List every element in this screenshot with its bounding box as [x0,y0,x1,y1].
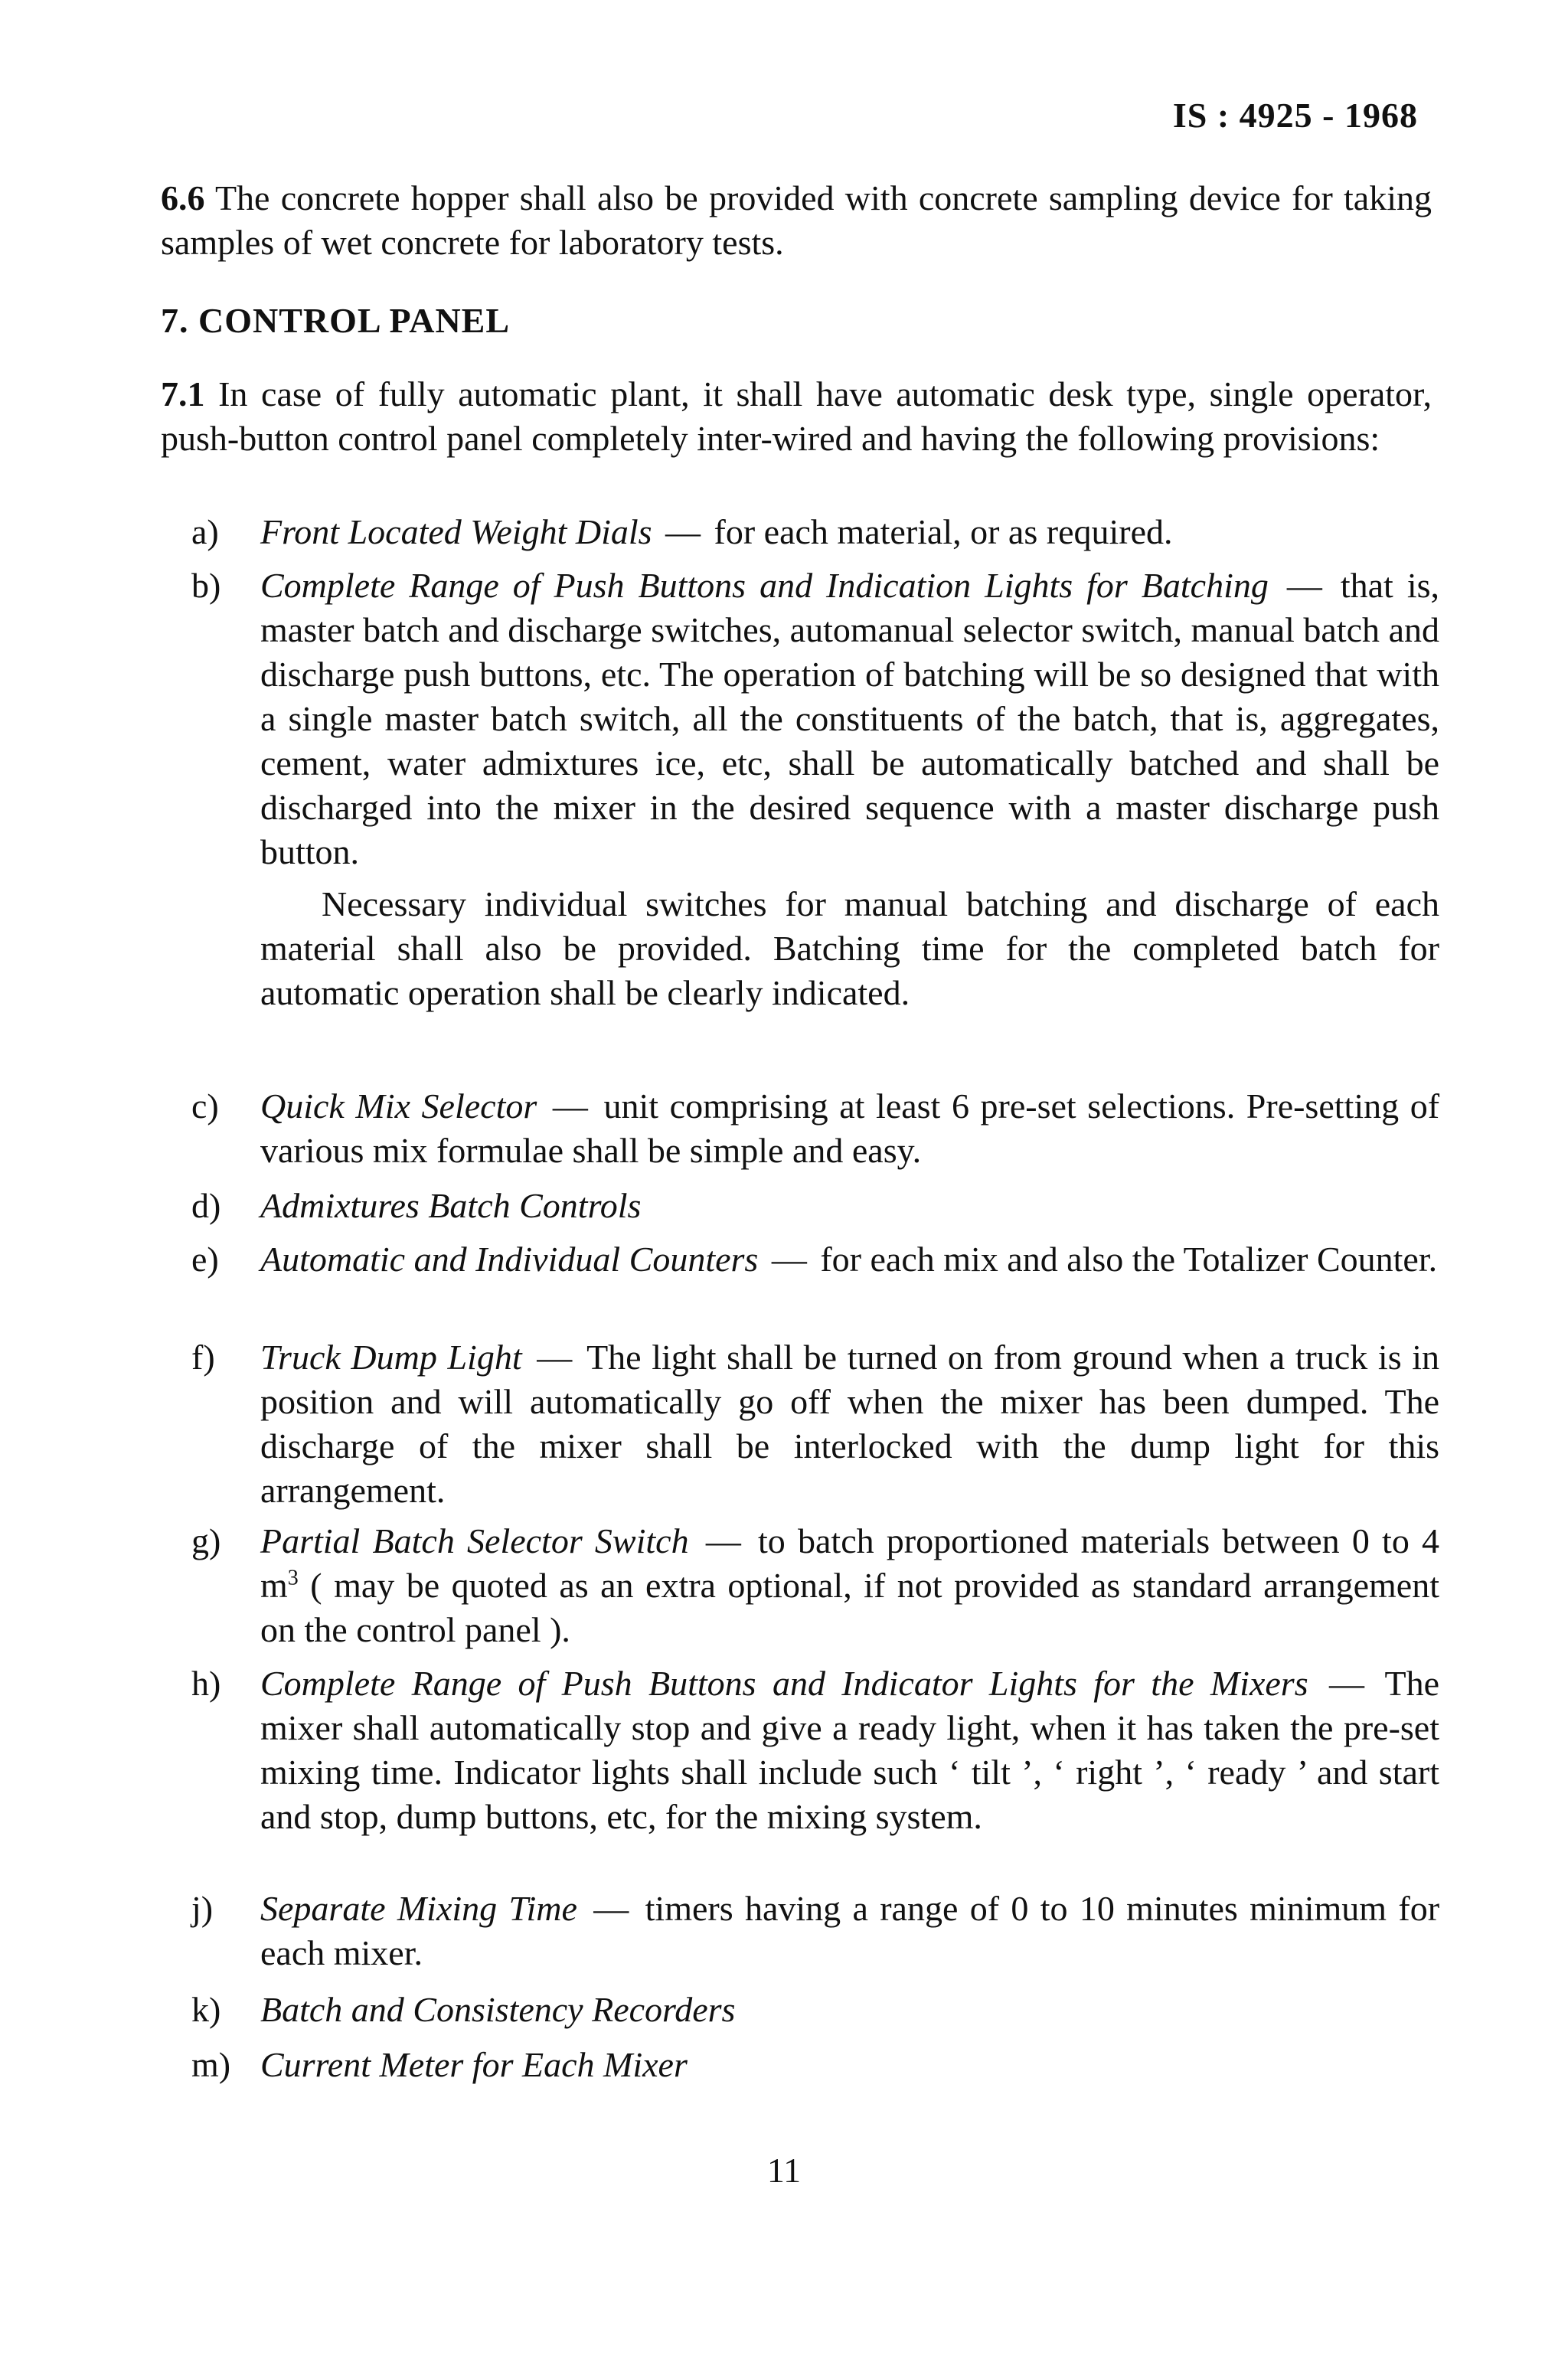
item-marker: b) [191,566,221,605]
clause-text: In case of fully automatic plant, it shall have automatic desk type, single operator, push-button control panel completely inter-wired and having the following provisions: [161,374,1432,458]
item-marker: a) [191,512,219,551]
item-text: timers having a range of 0 to 10 minutes minimum for each mixer. [260,1889,1440,1972]
item-heading: Partial Batch Selector Switch [260,1521,689,1560]
item-text: unit comprising at least 6 pre-set selections. Pre-setting of various mix formulae shall be simple and easy. [260,1086,1440,1170]
item-heading: Current Meter for Each Mixer [260,2045,688,2084]
clause-number: 6.6 [161,178,205,217]
item-marker: e) [191,1240,219,1279]
clause-number: 7.1 [161,374,205,413]
item-heading: Automatic and Individual Counters [260,1240,759,1279]
item-text: that is, master batch and discharge switches, automanual selector switch, manual batch and discharge push buttons, etc. The operation of batching will be so designed that with a single master batch switch, all the constituents of the batch, that is, aggregates, cement, water admixtures ice, etc, shall be automatically batched and shall be discharged into the mixer in the desired sequence with a master discharge push button. [260,566,1440,871]
list-item-j [191,1887,1439,1975]
item-paragraph: Necessary individual switches for manual batching and discharge of each material shall also be provided. Batching time for the completed batch for automatic operation shall be clearly indicated. [260,884,1439,1012]
item-text: for each mix and also the Totalizer Counter. [820,1240,1438,1279]
section-heading: 7. CONTROL PANEL [161,301,511,340]
clause-7-1 [161,372,1432,461]
dash-separator: — [665,512,701,551]
list-item-h [191,1661,1439,1839]
item-heading: Batch and Consistency Recorders [260,1990,736,2029]
clause-text: The concrete hopper shall also be provided with concrete sampling device for taking samples of wet concrete for laboratory tests. [161,178,1432,262]
clause-6-6 [161,176,1432,265]
item-heading: Quick Mix Selector [260,1086,537,1126]
item-heading: Truck Dump Light [260,1338,522,1377]
item-marker: c) [191,1086,219,1126]
item-heading: Front Located Weight Dials [260,512,652,551]
item-heading: Complete Range of Push Buttons and Indication Lights for Batching [260,566,1269,605]
dash-separator: — [771,1240,807,1279]
item-marker: m) [191,2045,231,2084]
item-marker: h) [191,1664,221,1703]
dash-separator: — [593,1889,629,1928]
list-item-g [191,1519,1439,1652]
item-marker: d) [191,1186,221,1225]
item-text-continued: ( may be quoted as an extra optional, if not provided as standard arrangement on the control panel ). [260,1566,1439,1649]
item-text: to batch proportioned materials between 0 to 4 m [260,1521,1440,1605]
item-text: for each material, or as required. [714,512,1173,551]
list-item-a [191,510,1439,554]
dash-separator: — [1286,566,1322,605]
list-item-b [191,564,1439,1015]
list-item-f [191,1335,1439,1513]
dash-separator: — [705,1521,741,1560]
item-heading: Separate Mixing Time [260,1889,577,1928]
item-text: The light shall be turned on from ground when a truck is in position and will automatically go off when the mixer has been dumped. The discharge of the mixer shall be interlocked with the dump light for this arrangement. [260,1338,1440,1510]
dash-separator: — [1328,1664,1364,1703]
list-item-e [191,1237,1439,1282]
item-marker: k) [191,1990,221,2029]
item-text: The mixer shall automatically stop and give a ready light, when it has taken the pre-set mixing time. Indicator lights shall include such ‘ tilt ’, ‘ right ’, ‘ ready ’ and start and stop, dump buttons, etc, for the mixing system. [260,1664,1439,1836]
page-number: 11 [766,2151,802,2190]
item-marker: g) [191,1521,221,1560]
dash-separator: — [537,1338,573,1377]
item-marker: f) [191,1338,215,1377]
list-item-c [191,1084,1439,1173]
item-heading: Complete Range of Push Buttons and Indicator Lights for the Mixers [260,1664,1308,1703]
item-marker: j) [191,1889,214,1928]
standard-header: IS : 4925 - 1968 [1172,96,1418,135]
superscript: 3 [287,1566,299,1590]
list-item-m [191,2043,1439,2087]
list-item-k [191,1988,1439,2032]
item-heading: Admixtures Batch Controls [260,1186,642,1225]
dash-separator: — [552,1086,588,1126]
list-item-d [191,1184,1439,1228]
